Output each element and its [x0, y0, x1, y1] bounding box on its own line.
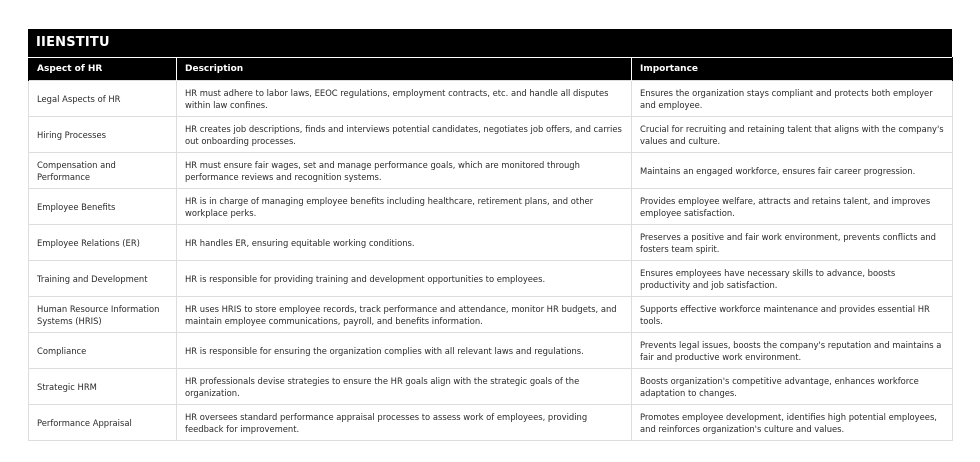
cell-importance: Boosts organization's competitive advantage, enhances workforce adaptation to changes. [632, 369, 953, 405]
cell-importance: Crucial for recruiting and retaining talent that aligns with the company's values and culture. [632, 117, 953, 153]
brand-header [28, 29, 952, 57]
hr-aspects-table [28, 57, 953, 441]
table-row [29, 153, 953, 189]
cell-description: HR uses HRIS to store employee records, track performance and attendance, monitor HR budgets, and maintain employee communications, payroll, and benefits information. [177, 297, 632, 333]
cell-importance: Promotes employee development, identifies high potential employees, and reinforces organization's culture and values. [632, 405, 953, 441]
cell-aspect: Employee Benefits [29, 189, 177, 225]
cell-aspect: Hiring Processes [29, 117, 177, 153]
table-row [29, 81, 953, 117]
table-row [29, 369, 953, 405]
cell-importance: Ensures employees have necessary skills to advance, boosts productivity and job satisfaction. [632, 261, 953, 297]
brand-name: IIENSTITU [36, 35, 110, 50]
column-header-description: Description [177, 58, 632, 81]
cell-aspect: Human Resource Information Systems (HRIS) [29, 297, 177, 333]
table-row [29, 333, 953, 369]
cell-description: HR handles ER, ensuring equitable working conditions. [177, 225, 632, 261]
table-row [29, 117, 953, 153]
table-row [29, 189, 953, 225]
column-header-aspect: Aspect of HR [29, 58, 177, 81]
cell-aspect: Employee Relations (ER) [29, 225, 177, 261]
cell-description: HR must ensure fair wages, set and manage performance goals, which are monitored through performance reviews and recognition systems. [177, 153, 632, 189]
cell-aspect: Performance Appraisal [29, 405, 177, 441]
table-row [29, 297, 953, 333]
cell-description: HR is responsible for providing training and development opportunities to employees. [177, 261, 632, 297]
cell-aspect: Compliance [29, 333, 177, 369]
cell-aspect: Legal Aspects of HR [29, 81, 177, 117]
cell-aspect: Strategic HRM [29, 369, 177, 405]
column-header-importance: Importance [632, 58, 953, 81]
cell-importance: Supports effective workforce maintenance and provides essential HR tools. [632, 297, 953, 333]
cell-importance: Preserves a positive and fair work environment, prevents conflicts and fosters team spirit. [632, 225, 953, 261]
cell-description: HR creates job descriptions, finds and interviews potential candidates, negotiates job offers, and carries out onboarding processes. [177, 117, 632, 153]
cell-description: HR is responsible for ensuring the organization complies with all relevant laws and regulations. [177, 333, 632, 369]
cell-description: HR oversees standard performance appraisal processes to assess work of employees, providing feedback for improvement. [177, 405, 632, 441]
cell-aspect: Compensation and Performance [29, 153, 177, 189]
table-row [29, 225, 953, 261]
cell-description: HR must adhere to labor laws, EEOC regulations, employment contracts, etc. and handle all disputes within law confines. [177, 81, 632, 117]
cell-aspect: Training and Development [29, 261, 177, 297]
cell-importance: Ensures the organization stays compliant and protects both employer and employee. [632, 81, 953, 117]
table-header-row [29, 58, 953, 81]
table-row [29, 405, 953, 441]
hr-table-card [28, 29, 952, 441]
table-row [29, 261, 953, 297]
cell-importance: Maintains an engaged workforce, ensures fair career progression. [632, 153, 953, 189]
cell-description: HR professionals devise strategies to ensure the HR goals align with the strategic goals of the organization. [177, 369, 632, 405]
cell-description: HR is in charge of managing employee benefits including healthcare, retirement plans, and other workplace perks. [177, 189, 632, 225]
cell-importance: Provides employee welfare, attracts and retains talent, and improves employee satisfaction. [632, 189, 953, 225]
cell-importance: Prevents legal issues, boosts the company's reputation and maintains a fair and productive work environment. [632, 333, 953, 369]
